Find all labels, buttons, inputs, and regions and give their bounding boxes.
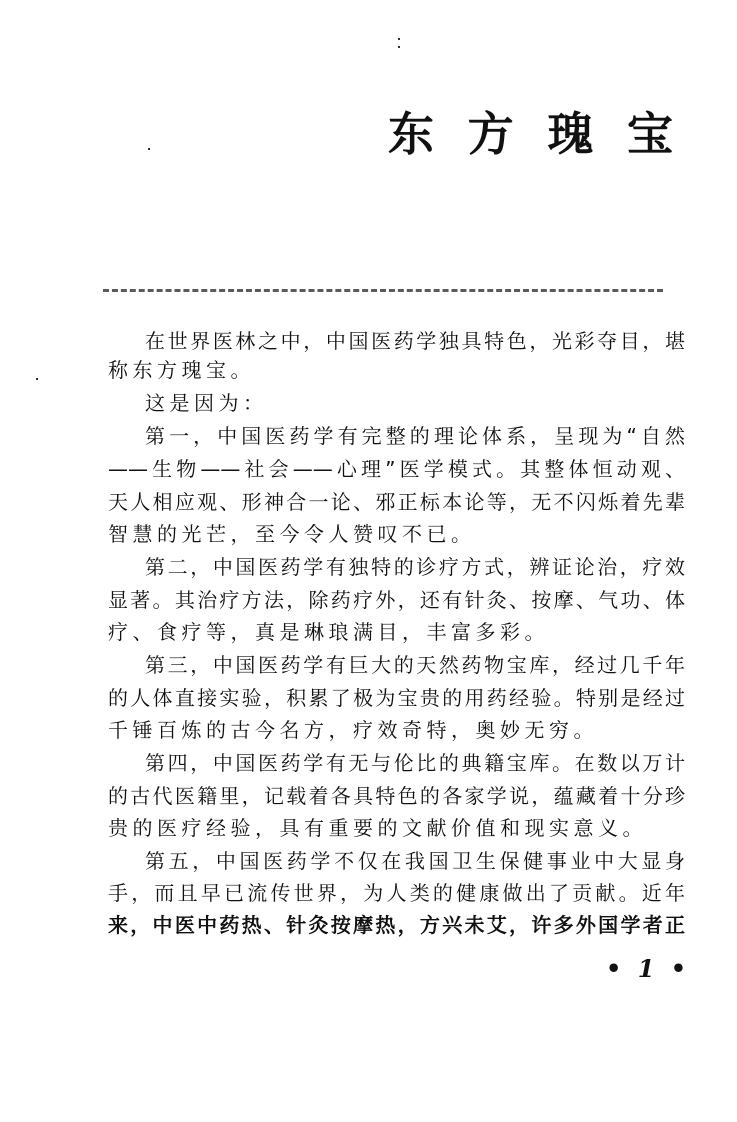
body-line: 第三，中国医药学有巨大的天然药物宝库，经过几千年	[145, 653, 685, 677]
scan-speck	[36, 378, 38, 380]
body-line: 天人相应观、形神合一论、邪正标本论等，无不闪烁着先辈	[108, 490, 685, 514]
scan-speck	[398, 38, 400, 40]
chapter-title: 东 方 瑰 宝	[388, 107, 673, 161]
body-line: 手，而且早已流传世界，为人类的健康做出了贡献。近年	[108, 881, 685, 905]
body-line: 贵的医疗经验，具有重要的文献价值和现实意义。	[108, 816, 647, 840]
body-line: 这是因为：	[145, 391, 268, 415]
body-line: 的人体直接实验，积累了极为宝贵的用药经验。特别是经过	[108, 686, 685, 710]
body-line: 称东方瑰宝。	[108, 358, 255, 382]
scan-speck	[398, 46, 400, 48]
body-line: ——生物——社会——心理”医学模式。其整体恒动观、	[108, 457, 685, 481]
body-line: 第一，中国医药学有完整的理论体系，呈现为“自然	[145, 424, 685, 448]
page-number: • 1 •	[606, 954, 691, 983]
body-line: 在世界医林之中，中国医药学独具特色，光彩夺目，堪	[145, 329, 685, 353]
body-line: 疗、食疗等，真是琳琅满目，丰富多彩。	[108, 620, 549, 644]
body-line: 来，中医中药热、针灸按摩热，方兴未艾，许多外国学者正	[108, 913, 685, 937]
body-line: 第二，中国医药学有独特的诊疗方式，辨证论治，疗效	[145, 555, 685, 579]
body-line: 千锤百炼的古今名方，疗效奇特，奥妙无穷。	[108, 718, 598, 742]
scan-speck	[148, 148, 150, 150]
body-line: 智慧的光芒，至今令人赞叹不已。	[108, 522, 476, 546]
body-line: 的古代医籍里，记载着各具特色的各家学说，蕴藏着十分珍	[108, 784, 685, 808]
body-line: 第五，中国医药学不仅在我国卫生保健事业中大显身	[145, 849, 685, 873]
body-line: 显著。其治疗方法，除药疗外，还有针灸、按摩、气功、体	[108, 588, 685, 612]
decorative-divider	[103, 289, 663, 292]
body-line: 第四，中国医药学有无与伦比的典籍宝库。在数以万计	[145, 751, 685, 775]
